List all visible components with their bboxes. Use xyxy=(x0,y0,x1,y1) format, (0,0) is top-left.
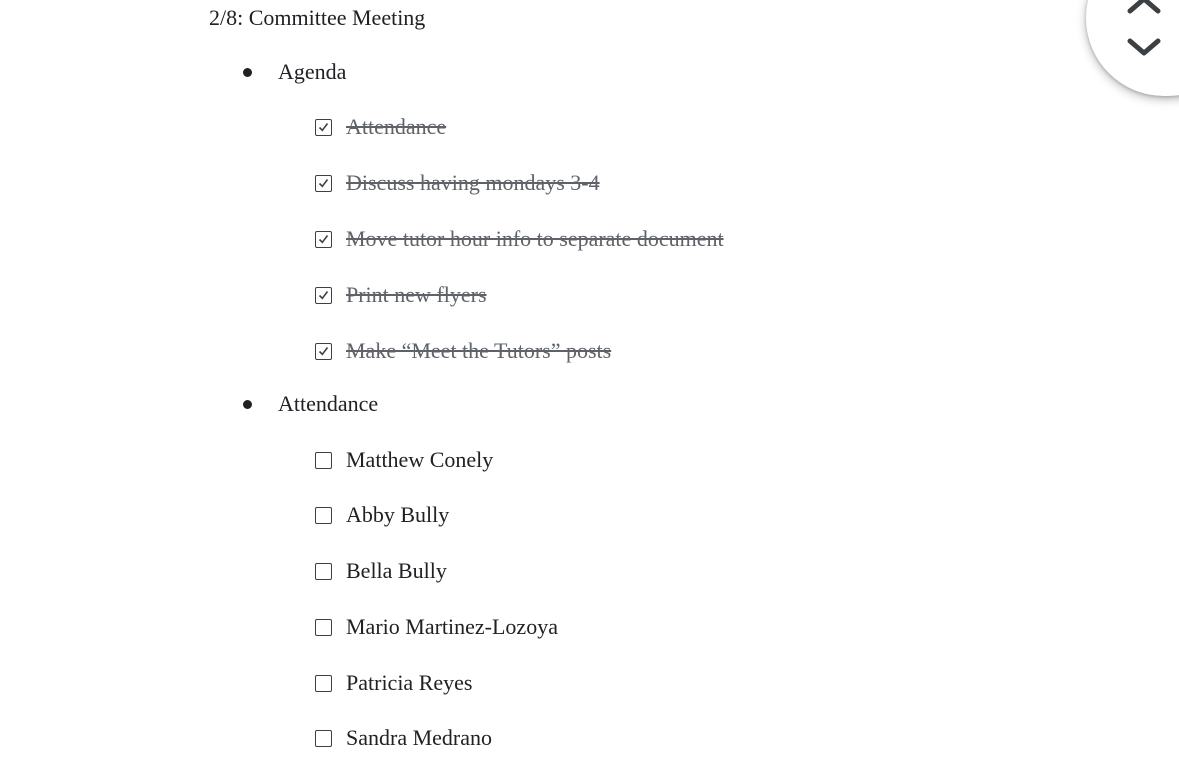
checklist-item-label: Patricia Reyes xyxy=(346,670,473,695)
checkbox-unchecked[interactable] xyxy=(315,730,332,747)
checkmark-icon xyxy=(317,177,330,190)
checklist-item[interactable] xyxy=(315,445,493,475)
checkmark-icon xyxy=(317,345,330,358)
find-navigation-bubble xyxy=(1086,0,1179,96)
checklist-item-label: Matthew Conely xyxy=(346,447,494,472)
checklist-item[interactable] xyxy=(315,280,487,310)
checkbox-unchecked[interactable] xyxy=(315,675,332,692)
checkbox-checked[interactable] xyxy=(315,119,332,136)
checkmark-icon xyxy=(317,233,330,246)
checklist-item-label: Make “Meet the Tutors” posts xyxy=(346,338,612,363)
checkmark-icon xyxy=(317,289,330,302)
bullet-attendance xyxy=(243,389,378,419)
checkbox-checked[interactable] xyxy=(315,287,332,304)
checkbox-unchecked[interactable] xyxy=(315,452,332,469)
checkbox-unchecked[interactable] xyxy=(315,619,332,636)
checkbox-checked[interactable] xyxy=(315,175,332,192)
bullet-agenda xyxy=(243,57,346,87)
chevron-down-icon xyxy=(1126,37,1162,57)
checklist-item-label: Sandra Medrano xyxy=(346,725,493,750)
checklist-item-label: Print new flyers xyxy=(346,282,487,307)
checklist-item-label: Attendance xyxy=(346,114,447,139)
checklist-item-label: Abby Bully xyxy=(346,502,450,527)
checklist-item[interactable] xyxy=(315,612,558,642)
checklist-item-label: Move tutor hour info to separate document xyxy=(346,226,724,251)
checkbox-unchecked[interactable] xyxy=(315,507,332,524)
bullet-dot xyxy=(243,400,252,409)
checklist-item[interactable] xyxy=(315,112,446,142)
checklist-item[interactable] xyxy=(315,556,447,586)
checklist-item-label: Discuss having mondays 3-4 xyxy=(346,170,600,195)
checklist-item[interactable] xyxy=(315,336,611,366)
section-title-attendance: Attendance xyxy=(278,391,379,416)
checkmark-icon xyxy=(317,121,330,134)
checklist-item-label: Mario Martinez-Lozoya xyxy=(346,614,558,639)
checklist-item[interactable] xyxy=(315,723,492,753)
next-match-button[interactable] xyxy=(1122,32,1166,62)
checkbox-checked[interactable] xyxy=(315,343,332,360)
checkbox-checked[interactable] xyxy=(315,231,332,248)
chevron-up-icon xyxy=(1126,0,1162,15)
checklist-item-label: Bella Bully xyxy=(346,558,447,583)
checklist-item[interactable] xyxy=(315,500,449,530)
checklist-item[interactable] xyxy=(315,168,600,198)
section-title-agenda: Agenda xyxy=(278,59,347,84)
previous-match-button[interactable] xyxy=(1122,0,1166,20)
checklist-item[interactable] xyxy=(315,668,472,698)
checkbox-unchecked[interactable] xyxy=(315,563,332,580)
bullet-dot xyxy=(243,68,252,77)
checklist-item[interactable] xyxy=(315,224,724,254)
meeting-heading: 2/8: Committee Meeting xyxy=(209,5,426,30)
